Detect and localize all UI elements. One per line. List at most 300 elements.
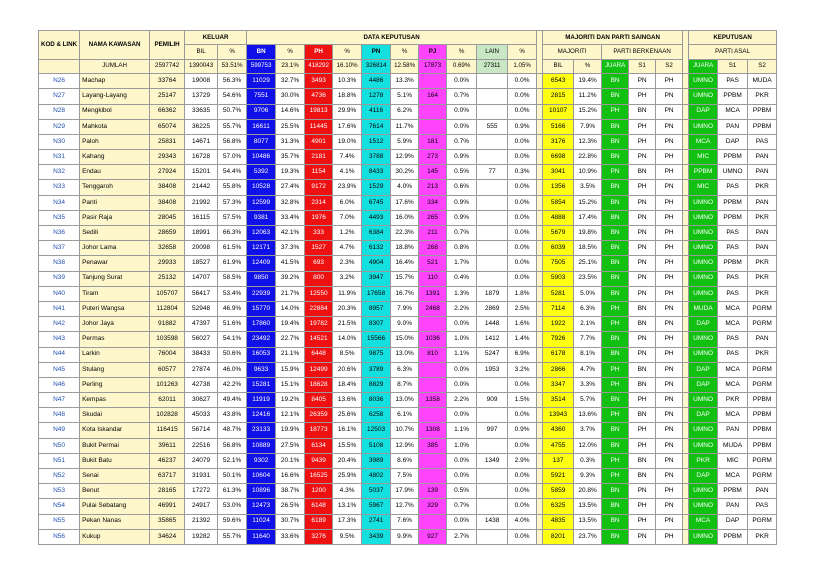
s1-berkenaan-cell: PN	[629, 529, 656, 544]
pj-pct-cell: 1.0%	[447, 438, 477, 453]
bn-pct-cell: 19.3%	[276, 165, 305, 180]
keluar-pct-cell: 57.3%	[218, 195, 247, 210]
keluar-pct-cell: 54.6%	[218, 89, 247, 104]
juara-asal-cell: UMNO	[689, 393, 718, 408]
ph-pct-cell: 17.3%	[333, 514, 362, 529]
bn-pct-cell: 31.3%	[276, 134, 305, 149]
keluar-bil-cell: 19008	[185, 74, 218, 89]
lain-votes-cell: 2869	[477, 301, 508, 316]
juara-asal-cell: UMNO	[689, 286, 718, 301]
kawasan-name-cell: Permas	[80, 332, 150, 347]
bn-pct-cell: 12.1%	[276, 408, 305, 423]
s1-asal-cell: PAS	[718, 180, 748, 195]
s1-berkenaan-cell: PN	[629, 210, 656, 225]
keluar-bil-cell: 14707	[185, 271, 218, 286]
kawasan-name-cell: Pekan Nanas	[80, 514, 150, 529]
kod-link-cell[interactable]: N52	[39, 469, 80, 484]
pj-pct-cell: 1.3%	[447, 286, 477, 301]
ph-votes-cell: 16525	[305, 469, 333, 484]
s1-asal-cell: PAN	[718, 499, 748, 514]
pemilih-cell: 32658	[150, 241, 185, 256]
lain-votes-cell	[477, 256, 508, 271]
bn-pct-cell: 42.1%	[276, 226, 305, 241]
pj-votes-cell: 211	[419, 226, 447, 241]
bn-pct-cell: 33.4%	[276, 210, 305, 225]
keluar-pct-cell: 43.8%	[218, 408, 247, 423]
juara-asal-cell: DAP	[689, 317, 718, 332]
kod-link-cell[interactable]: N29	[39, 119, 80, 134]
table-row	[39, 301, 777, 316]
totals-ph: 418292	[305, 59, 333, 73]
s1-asal-cell: PPBM	[718, 210, 748, 225]
bn-pct-cell: 20.1%	[276, 453, 305, 468]
kawasan-name-cell: Paloh	[80, 134, 150, 149]
juara-asal-cell: UMNO	[689, 210, 718, 225]
juara-header: JUARA	[602, 59, 629, 73]
ph-pct-cell: 15.5%	[333, 438, 362, 453]
ph-pct-cell: 13.1%	[333, 499, 362, 514]
juara-berkenaan-cell: PH	[602, 301, 629, 316]
kawasan-name-cell: Pasir Raja	[80, 210, 150, 225]
majoriti-pct-cell: 23.7%	[574, 529, 602, 544]
pemilih-cell: 29343	[150, 150, 185, 165]
s2-berkenaan-cell: PH	[656, 286, 683, 301]
majoriti-header: MAJORITI	[543, 45, 602, 59]
pn-votes-cell: 6384	[362, 226, 391, 241]
bn-pct-cell: 38.7%	[276, 484, 305, 499]
election-results-sheet	[38, 30, 777, 545]
keluar-pct-cell: 57.0%	[218, 150, 247, 165]
s2-berkenaan-cell: PN	[656, 438, 683, 453]
majoriti-bil-cell: 10107	[543, 104, 574, 119]
kod-link-cell[interactable]: N35	[39, 210, 80, 225]
juara-asal-cell: UMNO	[689, 74, 718, 89]
juara-berkenaan-cell: BN	[602, 332, 629, 347]
keluar-bil-cell: 19282	[185, 529, 218, 544]
pj-votes-cell: 1308	[419, 423, 447, 438]
keluar-bil-cell: 38433	[185, 347, 218, 362]
table-row	[39, 195, 777, 210]
ph-votes-cell: 9439	[305, 453, 333, 468]
table-row	[39, 119, 777, 134]
majoriti-pct-cell: 22.8%	[574, 150, 602, 165]
kawasan-name-cell: Senai	[80, 469, 150, 484]
kod-link-cell[interactable]: N36	[39, 226, 80, 241]
juara-berkenaan-cell: PH	[602, 377, 629, 392]
juara-berkenaan-cell: BN	[602, 226, 629, 241]
pn-pct-cell: 30.2%	[391, 165, 419, 180]
table-row	[39, 134, 777, 149]
s2-berkenaan-cell: PH	[656, 347, 683, 362]
kod-link-cell[interactable]: N38	[39, 256, 80, 271]
s1-berkenaan-cell: PN	[629, 332, 656, 347]
pn-header: PN	[362, 45, 391, 59]
majoriti-bil-cell: 5281	[543, 286, 574, 301]
totals-ph-pct: 16.10%	[333, 59, 362, 73]
table-row	[39, 210, 777, 225]
kawasan-name-cell: Machap	[80, 74, 150, 89]
pj-pct-cell: 0.0%	[447, 469, 477, 484]
bn-votes-cell: 10896	[247, 484, 276, 499]
s1-berkenaan-cell: PH	[629, 134, 656, 149]
ph-pct-cell: 4.1%	[333, 165, 362, 180]
majoriti-bil-cell: 4755	[543, 438, 574, 453]
lain-votes-cell	[477, 469, 508, 484]
kod-link-cell[interactable]: N34	[39, 195, 80, 210]
pn-pct-cell: 12.9%	[391, 438, 419, 453]
keluar-bil-cell: 56417	[185, 286, 218, 301]
ph-votes-cell: 18628	[305, 377, 333, 392]
kod-link-cell[interactable]: N40	[39, 286, 80, 301]
lain-votes-cell: 77	[477, 165, 508, 180]
kod-link-cell[interactable]: N39	[39, 271, 80, 286]
s2-asal-header: S2	[748, 59, 777, 73]
bn-pct-cell: 14.6%	[276, 104, 305, 119]
totals-pj: 17873	[419, 59, 447, 73]
keluar-bil-cell: 52948	[185, 301, 218, 316]
ph-votes-cell: 19813	[305, 104, 333, 119]
juara-asal-cell: UMNO	[689, 347, 718, 362]
pemilih-cell: 66362	[150, 104, 185, 119]
lain-votes-cell: 909	[477, 393, 508, 408]
pn-votes-cell: 4486	[362, 74, 391, 89]
juara-asal-cell: UMNO	[689, 241, 718, 256]
lain-votes-cell	[477, 241, 508, 256]
majoriti-bil-cell: 7114	[543, 301, 574, 316]
table-row	[39, 529, 777, 544]
s2-asal-cell: PAN	[748, 150, 777, 165]
pj-pct-cell: 0.4%	[447, 271, 477, 286]
lain-votes-cell	[477, 529, 508, 544]
s2-berkenaan-cell: PN	[656, 317, 683, 332]
ph-votes-cell: 4736	[305, 89, 333, 104]
majoriti-bil-header: BIL	[543, 59, 574, 73]
ph-votes-cell: 4901	[305, 134, 333, 149]
majoriti-pct-cell: 17.4%	[574, 210, 602, 225]
kod-link-cell[interactable]: N30	[39, 134, 80, 149]
pj-votes-cell: 145	[419, 165, 447, 180]
keputusan-header: KEPUTUSAN	[689, 31, 777, 45]
keluar-bil-cell: 24079	[185, 453, 218, 468]
pj-votes-cell: 810	[419, 347, 447, 362]
pemilih-cell: 28659	[150, 226, 185, 241]
kod-link-cell[interactable]: N31	[39, 150, 80, 165]
pemilih-cell: 65074	[150, 119, 185, 134]
kawasan-name-cell: Mengkibol	[80, 104, 150, 119]
ph-pct-cell: 17.6%	[333, 119, 362, 134]
ph-pct-cell: 20.3%	[333, 301, 362, 316]
lain-pct-cell: 0.0%	[508, 210, 537, 225]
bn-pct-cell: 26.5%	[276, 499, 305, 514]
kod-link-cell[interactable]: N41	[39, 301, 80, 316]
pj-votes-cell: 385	[419, 438, 447, 453]
table-row	[39, 104, 777, 119]
kawasan-name-cell: Kota Iskandar	[80, 423, 150, 438]
majoriti-bil-cell: 5166	[543, 119, 574, 134]
pj-pct-cell: 0.0%	[447, 453, 477, 468]
ph-votes-cell: 333	[305, 226, 333, 241]
pj-pct-cell: 2.7%	[447, 529, 477, 544]
bn-pct-cell: 33.6%	[276, 529, 305, 544]
pj-votes-cell: 268	[419, 241, 447, 256]
keluar-bil-cell: 18527	[185, 256, 218, 271]
pemilih-cell: 38408	[150, 195, 185, 210]
kod-link-cell[interactable]: N45	[39, 362, 80, 377]
s2-asal-cell: PPBM	[748, 423, 777, 438]
lain-pct-cell: 6.9%	[508, 347, 537, 362]
kod-link-cell[interactable]: N37	[39, 241, 80, 256]
s1-berkenaan-cell: BN	[629, 165, 656, 180]
juara-asal-cell: UMNO	[689, 89, 718, 104]
bn-votes-cell: 11640	[247, 529, 276, 544]
kawasan-name-cell: Layang-Layang	[80, 89, 150, 104]
keluar-bil-cell: 31931	[185, 469, 218, 484]
bn-votes-cell: 9381	[247, 210, 276, 225]
pn-pct-cell: 17.6%	[391, 195, 419, 210]
pj-votes-cell	[419, 453, 447, 468]
pemilih-cell: 25147	[150, 89, 185, 104]
kod-link-cell[interactable]: N55	[39, 514, 80, 529]
keluar-bil-cell: 24917	[185, 499, 218, 514]
lain-pct-cell: 0.0%	[508, 271, 537, 286]
pn-votes-cell: 17658	[362, 286, 391, 301]
kawasan-name-cell: Mahkota	[80, 119, 150, 134]
kod-link-cell[interactable]: N47	[39, 393, 80, 408]
keluar-pct-cell: 57.5%	[218, 210, 247, 225]
pemilih-cell: 103598	[150, 332, 185, 347]
ph-votes-cell: 26359	[305, 408, 333, 423]
lain-pct-cell: 3.2%	[508, 362, 537, 377]
kod-link-cell[interactable]: N27	[39, 89, 80, 104]
kod-link-cell[interactable]: N43	[39, 332, 80, 347]
lain-pct-cell: 0.0%	[508, 89, 537, 104]
kod-link-cell[interactable]: N48	[39, 408, 80, 423]
s1-berkenaan-cell: PN	[629, 256, 656, 271]
s2-berkenaan-cell: PH	[656, 271, 683, 286]
pj-pct-cell: 0.0%	[447, 514, 477, 529]
s1-asal-cell: PAS	[718, 74, 748, 89]
pn-votes-cell: 15566	[362, 332, 391, 347]
pj-votes-cell	[419, 408, 447, 423]
majoriti-bil-cell: 5921	[543, 469, 574, 484]
totals-pn-pct: 12.58%	[391, 59, 419, 73]
bn-pct-cell: 35.7%	[276, 150, 305, 165]
table-row	[39, 256, 777, 271]
juara-asal-cell: MCA	[689, 134, 718, 149]
s2-asal-cell: PKR	[748, 286, 777, 301]
pn-votes-cell: 6132	[362, 241, 391, 256]
keluar-bil-cell: 56714	[185, 423, 218, 438]
ph-pct-cell: 13.6%	[333, 393, 362, 408]
pj-pct-cell: 0.9%	[447, 210, 477, 225]
ph-pct-cell: 29.9%	[333, 104, 362, 119]
bn-votes-cell: 10604	[247, 469, 276, 484]
juara-berkenaan-cell: PN	[602, 165, 629, 180]
bn-pct-cell: 14.0%	[276, 301, 305, 316]
pemilih-cell: 101263	[150, 377, 185, 392]
totals-keluar-pct: 53.51%	[218, 59, 247, 73]
keluar-bil-cell: 36225	[185, 119, 218, 134]
bn-pct-cell: 30.0%	[276, 89, 305, 104]
pj-pct-cell: 0.9%	[447, 150, 477, 165]
juara-berkenaan-cell: BN	[602, 271, 629, 286]
majoriti-bil-cell: 7505	[543, 256, 574, 271]
kod-link-cell[interactable]: N28	[39, 104, 80, 119]
kod-link-cell[interactable]: N42	[39, 317, 80, 332]
lain-pct-cell: 0.0%	[508, 180, 537, 195]
majoriti-bil-cell: 13943	[543, 408, 574, 423]
kod-link-cell[interactable]: N33	[39, 180, 80, 195]
pj-votes-cell: 139	[419, 484, 447, 499]
bn-votes-cell: 8077	[247, 134, 276, 149]
pj-votes-cell	[419, 469, 447, 484]
lain-votes-cell	[477, 150, 508, 165]
bn-votes-cell: 16611	[247, 119, 276, 134]
totals-bn-pct: 23.1%	[276, 59, 305, 73]
majoriti-pct-cell: 19.8%	[574, 226, 602, 241]
keluar-pct-cell: 55.7%	[218, 119, 247, 134]
bn-pct-cell: 21.1%	[276, 347, 305, 362]
keluar-header: KELUAR	[185, 31, 247, 45]
s1-asal-cell: PPBM	[718, 195, 748, 210]
s2-asal-cell: PKR	[748, 347, 777, 362]
kod-link-cell[interactable]: N53	[39, 484, 80, 499]
s1-asal-cell: MCA	[718, 317, 748, 332]
s2-asal-cell: PGRM	[748, 453, 777, 468]
juara-berkenaan-cell: PH	[602, 469, 629, 484]
pj-votes-cell	[419, 362, 447, 377]
kod-link-cell[interactable]: N56	[39, 529, 80, 544]
bn-pct-cell: 25.5%	[276, 119, 305, 134]
majoriti-pct-cell: 11.2%	[574, 89, 602, 104]
s1-berkenaan-cell: PN	[629, 347, 656, 362]
keluar-bil-cell: 14671	[185, 134, 218, 149]
s1-asal-cell: MCA	[718, 469, 748, 484]
bn-pct-cell: 32.8%	[276, 195, 305, 210]
s2-berkenaan-cell: PN	[656, 119, 683, 134]
s1-asal-cell: MUDA	[718, 438, 748, 453]
kod-link-header: KOD & LINK	[39, 31, 80, 60]
keluar-bil-cell: 13729	[185, 89, 218, 104]
totals-lain-pct: 1.05%	[508, 59, 537, 73]
juara-asal-cell: MUDA	[689, 301, 718, 316]
ph-votes-cell: 11445	[305, 119, 333, 134]
s1-berkenaan-cell: PN	[629, 241, 656, 256]
majoriti-bil-cell: 4360	[543, 423, 574, 438]
s1-asal-cell: MIC	[718, 453, 748, 468]
keluar-bil-cell: 56027	[185, 332, 218, 347]
bn-votes-cell: 9850	[247, 271, 276, 286]
lain-votes-cell	[477, 484, 508, 499]
pemilih-cell: 33764	[150, 74, 185, 89]
pn-votes-cell: 7614	[362, 119, 391, 134]
pj-votes-cell: 329	[419, 499, 447, 514]
pn-votes-cell: 2741	[362, 514, 391, 529]
kod-link-cell[interactable]: N26	[39, 74, 80, 89]
totals-kod-cell	[39, 59, 80, 73]
kod-link-cell[interactable]: N54	[39, 499, 80, 514]
kod-link-cell[interactable]: N32	[39, 165, 80, 180]
pemilih-cell: 112804	[150, 301, 185, 316]
s1-asal-header: S1	[718, 59, 748, 73]
pn-pct-cell: 7.5%	[391, 469, 419, 484]
pn-pct-cell: 7.9%	[391, 301, 419, 316]
s2-asal-cell: PKR	[748, 210, 777, 225]
lain-pct-cell: 1.8%	[508, 286, 537, 301]
kod-link-cell[interactable]: N49	[39, 423, 80, 438]
lain-pct-cell: 0.0%	[508, 134, 537, 149]
pn-pct-cell: 9.0%	[391, 317, 419, 332]
pemilih-cell: 39611	[150, 438, 185, 453]
pn-votes-cell: 1529	[362, 180, 391, 195]
s2-asal-cell: PKR	[748, 256, 777, 271]
kod-link-cell[interactable]: N44	[39, 347, 80, 362]
kod-link-cell[interactable]: N46	[39, 377, 80, 392]
s1-asal-cell: PAS	[718, 286, 748, 301]
keluar-pct-cell: 55.8%	[218, 180, 247, 195]
ph-pct-cell: 7.0%	[333, 210, 362, 225]
keluar-bil-cell: 15201	[185, 165, 218, 180]
table-row	[39, 165, 777, 180]
s2-berkenaan-cell: PH	[656, 150, 683, 165]
juara-berkenaan-cell: BN	[602, 241, 629, 256]
juara-asal-cell: UMNO	[689, 332, 718, 347]
table-row	[39, 408, 777, 423]
juara-berkenaan-cell: PH	[602, 453, 629, 468]
juara-asal-cell: MIC	[689, 150, 718, 165]
s1-asal-cell: MCA	[718, 104, 748, 119]
lain-pct-cell: 4.0%	[508, 514, 537, 529]
bn-votes-cell: 10486	[247, 150, 276, 165]
totals-pj-pct: 0.69%	[447, 59, 477, 73]
parti-asal-header: PARTI ASAL	[689, 45, 777, 59]
pj-votes-cell: 1391	[419, 286, 447, 301]
lain-pct-cell: 0.0%	[508, 241, 537, 256]
lain-votes-cell	[477, 438, 508, 453]
ph-pct-cell: 4.3%	[333, 484, 362, 499]
keluar-pct-cell: 48.7%	[218, 423, 247, 438]
pemilih-cell: 46991	[150, 499, 185, 514]
kod-link-cell[interactable]: N51	[39, 453, 80, 468]
pj-pct-cell: 0.0%	[447, 362, 477, 377]
parti-berkenaan-header: PARTI BERKENAAN	[602, 45, 683, 59]
pn-votes-cell: 4904	[362, 256, 391, 271]
pn-votes-cell: 12503	[362, 423, 391, 438]
bn-votes-cell: 15281	[247, 377, 276, 392]
s2-asal-cell: PAN	[748, 484, 777, 499]
pj-pct-cell: 0.0%	[447, 377, 477, 392]
s2-asal-cell: PAN	[748, 241, 777, 256]
juara-asal-cell: UMNO	[689, 119, 718, 134]
bn-pct-cell: 37.3%	[276, 241, 305, 256]
s1-asal-cell: DAP	[718, 514, 748, 529]
kod-link-cell[interactable]: N50	[39, 438, 80, 453]
ph-votes-cell: 693	[305, 256, 333, 271]
keluar-pct-cell: 56.8%	[218, 438, 247, 453]
s1-berkenaan-cell: PH	[629, 393, 656, 408]
ph-votes-cell: 6448	[305, 347, 333, 362]
ph-pct-cell: 11.9%	[333, 286, 362, 301]
s2-berkenaan-cell: PN	[656, 423, 683, 438]
s2-berkenaan-cell: PH	[656, 165, 683, 180]
pj-votes-cell: 927	[419, 529, 447, 544]
ph-votes-cell: 2314	[305, 195, 333, 210]
pn-votes-cell: 3439	[362, 529, 391, 544]
ph-pct-cell: 18.8%	[333, 89, 362, 104]
pn-pct-cell: 5.9%	[391, 134, 419, 149]
keluar-pct-cell: 49.4%	[218, 393, 247, 408]
s1-asal-cell: PPBM	[718, 89, 748, 104]
